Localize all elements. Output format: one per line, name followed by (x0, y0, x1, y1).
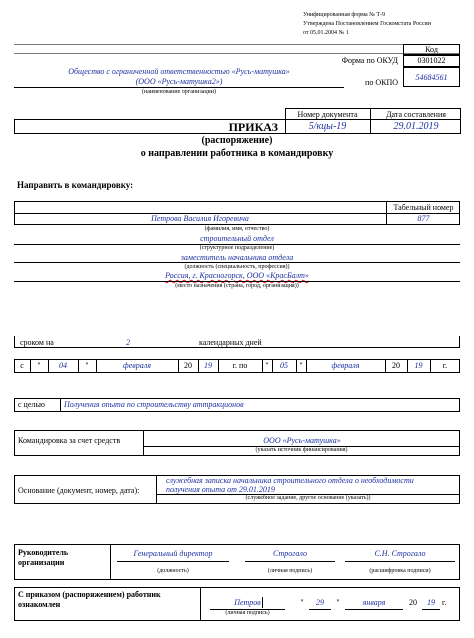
okud-label: Форма по ОКУД (341, 56, 398, 65)
date-to-open-quote: " (265, 361, 269, 370)
okpo-value: 54684561 (415, 73, 448, 82)
ack-year-underline (422, 609, 440, 610)
head-position-underline (117, 561, 229, 562)
purpose-divider (60, 398, 61, 412)
ack-open-quote: " (300, 598, 304, 607)
okud-value: 0301022 (417, 56, 446, 65)
department-value[interactable]: строительный отдел (200, 234, 274, 243)
basis-line2[interactable]: получения опыта от 29.01.2019 (166, 485, 275, 494)
funding-value[interactable]: ООО «Русь-матушка» (263, 436, 341, 445)
head-label-line2: организации (18, 558, 65, 567)
okpo-cell[interactable] (403, 67, 460, 87)
send-label: Направить в командировку: (17, 180, 134, 190)
head-signature[interactable]: Строгало (273, 549, 307, 558)
date-to-label: г. по (232, 361, 248, 370)
term-days-label: календарных дней (199, 338, 262, 347)
form-reference-line3: от 05.01.2004 № 1 (303, 30, 349, 36)
doc-date-label: Дата составления (386, 110, 446, 119)
organization-underline (14, 87, 344, 88)
ack-year[interactable]: 19 (427, 598, 435, 607)
doc-number-label: Номер документа (297, 110, 358, 119)
top-border-line-2 (14, 53, 460, 54)
ack-day[interactable]: 29 (316, 598, 324, 607)
destination-underline (14, 281, 460, 282)
term-label: сроком на (20, 338, 54, 347)
head-label-line1: Руководитель (18, 548, 69, 557)
date-to-day[interactable]: 05 (280, 361, 288, 370)
purpose-value[interactable]: Получения опыта по строительству аттракционов (64, 400, 244, 409)
top-border-line (14, 44, 460, 45)
date-from-day[interactable]: 04 (59, 361, 67, 370)
position-underline (14, 262, 460, 263)
purpose-label: с целью (18, 400, 45, 409)
okud-cell[interactable] (403, 55, 460, 67)
date-from-open-quote: " (37, 361, 41, 370)
destination-value[interactable] (14, 271, 460, 280)
ack-label-line2: ознакомлен (18, 600, 61, 609)
position-value[interactable]: заместитель начальника отдела (180, 253, 294, 262)
basis-line1[interactable]: служебная записка начальника строительного отдела о необходимости (166, 476, 414, 485)
head-decipher-hint: (расшифровка подписи) (369, 568, 431, 574)
tab-number-value[interactable]: 877 (417, 214, 430, 223)
ack-century: 20 (409, 598, 417, 607)
date-to-year[interactable]: 19 (414, 361, 423, 370)
employee-name-hint: (фамилия, имя, отчество) (204, 226, 270, 232)
head-signature-underline (245, 561, 335, 562)
term-days-underline (58, 347, 198, 348)
position-hint: (должность (специальность, профессия)) (184, 264, 290, 270)
ack-label-line1: С приказом (распоряжением) работник (18, 590, 161, 599)
kod-label: Код (425, 45, 438, 54)
ack-month-underline (345, 609, 403, 610)
basis-label: Основание (документ, номер, дата): (18, 486, 140, 495)
date-from-close-quote: " (85, 361, 89, 370)
head-position[interactable]: Генеральный директор (133, 549, 213, 558)
order-table-row-line (285, 119, 461, 120)
date-from-year[interactable]: 19 (204, 361, 212, 370)
okpo-label: по ОКПО (365, 78, 398, 87)
head-decipher-underline (345, 561, 455, 562)
ack-month[interactable]: января (362, 598, 386, 607)
form-reference-line2: Утверждена Постановлением Госкомстата России (303, 21, 431, 27)
date-from-label: с (20, 361, 24, 370)
head-divider (110, 544, 111, 580)
department-hint: (структурное подразделение) (199, 245, 275, 251)
tab-number-label: Табельный номер (393, 203, 454, 212)
ack-signature[interactable]: Петров (234, 598, 261, 607)
ack-divider (200, 587, 201, 621)
organization-hint: (наименование организации) (142, 89, 216, 95)
text-cursor (262, 597, 263, 608)
ack-day-underline (309, 609, 331, 610)
form-reference-line1: Унифицированная форма № Т-9 (303, 12, 386, 18)
date-to-year-suffix: г. (442, 361, 448, 370)
date-to-century: 20 (392, 361, 400, 370)
date-from-month[interactable]: февраля (123, 361, 151, 370)
order-subject: о направлении работника в командировку (140, 148, 334, 159)
head-position-hint: (должность) (157, 568, 189, 574)
doc-date-value[interactable]: 29.01.2019 (393, 121, 439, 132)
organization-name-line2[interactable]: (ООО «Русь-матушка2») (135, 77, 223, 86)
ack-signature-hint: (личная подпись) (225, 610, 270, 616)
ack-close-quote: " (336, 598, 340, 607)
kod-header-cell (403, 44, 460, 55)
funding-label: Командировка за счет средств (18, 436, 121, 445)
order-title: ПРИКАЗ (228, 120, 278, 134)
doc-number-value[interactable]: 5/кцы-19 (308, 121, 347, 132)
destination-hint: (место назначения (страна, город, организация)) (175, 283, 299, 289)
organization-name-line1[interactable]: Общество с ограниченной ответственностью «Русь-матушка» (68, 67, 290, 76)
ack-year-suffix: г. (442, 598, 447, 607)
date-to-close-quote: " (299, 361, 303, 370)
funding-hint: (указать источник финансирования) (255, 447, 348, 453)
order-subtitle: (распоряжение) (201, 135, 273, 146)
term-days-value[interactable]: 2 (126, 338, 130, 347)
head-decipher[interactable]: С.Н. Строгало (374, 549, 426, 558)
date-from-century: 20 (184, 361, 192, 370)
head-signature-hint: (личная подпись) (267, 568, 313, 574)
date-to-month[interactable]: февраля (331, 361, 360, 370)
destination-text: Россия, г. Красногорск, ООО «КрасБалт» (165, 271, 309, 280)
employee-name[interactable]: Петрова Василия Игоревича (151, 214, 249, 223)
basis-hint: (служебное задание, другое основание (указать)) (245, 495, 371, 501)
